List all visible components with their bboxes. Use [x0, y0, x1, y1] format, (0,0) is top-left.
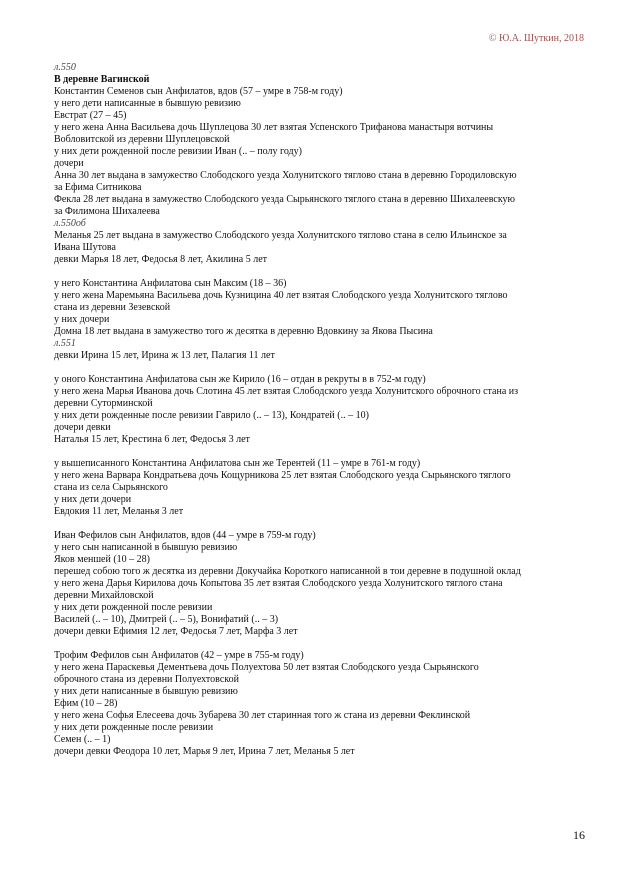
- page-number: 16: [573, 828, 585, 842]
- section-heading: В деревне Вагинской: [54, 74, 150, 85]
- text-line: Ивана Шутова: [54, 242, 116, 253]
- text-line: деревни Суторминской: [54, 398, 153, 409]
- text-line: Константин Семенов сын Анфилатов, вдов (57 – умре в 758-м году): [54, 86, 343, 97]
- text-line: у него жена Дарья Кирилова дочь Копытова 35 лет взятая Слободского уезда Холунитского тяглого стана: [54, 578, 503, 589]
- text-line: за Филимона Шихалеева: [54, 206, 160, 217]
- paragraph-gap: [54, 446, 594, 458]
- text-line: за Ефима Ситникова: [54, 182, 142, 193]
- copyright-notice: © Ю.А. Шуткин, 2018: [488, 33, 584, 44]
- text-line: у него жена Софья Елесеева дочь Зубарева 30 лет старинная того ж стана из деревни Феклинской: [54, 710, 471, 721]
- text-line: Трофим Фефилов сын Анфилатов (42 – умре в 755-м году): [54, 650, 304, 661]
- text-line: перешед собою того ж десятка из деревни Докучайка Короткого написанной в тои деревне в подушной оклад: [54, 566, 521, 577]
- text-line: девки Ирина 15 лет, Ирина ж 13 лет, Палагия 11 лет: [54, 350, 275, 361]
- text-line: Семен (.. – 1): [54, 734, 111, 745]
- text-line: у них дети рожденные после ревизии: [54, 722, 214, 733]
- text-line: у него жена Параскевья Дементьева дочь Полуехтова 50 лет взятая Слободского уезда Сырьянского: [54, 662, 479, 673]
- text-line: у него жена Маремьяна Васильева дочь Кузницина 40 лет взятая Слободского уезда Холунитского тяглово: [54, 290, 508, 301]
- paragraph-gap: [54, 518, 594, 530]
- text-line: у него Константина Анфилатова сын Максим (18 – 36): [54, 278, 287, 289]
- text-line: у них дети рожденные после ревизии Гаврило (.. – 13), Кондратей (.. – 10): [54, 410, 369, 421]
- text-line: у них дочери: [54, 314, 110, 325]
- text-line: деревни Михайловской: [54, 590, 154, 601]
- text-line: дочери девки: [54, 422, 111, 433]
- folio-reference: л.550: [54, 62, 76, 73]
- text-line: Евстрат (27 – 45): [54, 110, 127, 121]
- text-line: Анна 30 лет выдана в замужество Слободского уезда Холунитского тяглово стана в деревню Городиловскую: [54, 170, 517, 181]
- text-line: Наталья 15 лет, Крестина 6 лет, Федосья 3 лет: [54, 434, 250, 445]
- folio-reference: л.551: [54, 338, 76, 349]
- text-line: Иван Фефилов сын Анфилатов, вдов (44 – умре в 759-м году): [54, 530, 316, 541]
- text-line: у него жена Анна Васильева дочь Шуплецова 30 лет взятая Успенского Трифанова манастыря вотчины: [54, 122, 494, 133]
- text-line: дочери: [54, 158, 84, 169]
- text-line: Вобловитской из деревни Шуплецовской: [54, 134, 230, 145]
- folio-reference: л.550об: [54, 218, 86, 229]
- text-line: Ефим (10 – 28): [54, 698, 118, 709]
- text-line: Домна 18 лет выдана в замужество того ж десятка в деревню Вдовкину за Якова Пысина: [54, 326, 433, 337]
- text-line: Яков меншей (10 – 28): [54, 554, 151, 565]
- text-line: Василей (.. – 10), Дмитрей (.. – 5), Вонифатий (.. – 3): [54, 614, 279, 625]
- paragraph-gap: [54, 362, 594, 374]
- text-line: Евдокия 11 лет, Меланья 3 лет: [54, 506, 184, 517]
- paragraph-gap: [54, 638, 594, 650]
- text-line: стана из деревни Зезевской: [54, 302, 171, 313]
- text-line: у них дети рожденной после ревизии: [54, 602, 213, 613]
- text-line: Меланья 25 лет выдана в замужество Слободского уезда Холунитского тяглово стана в селю Ильинское за: [54, 230, 507, 241]
- text-line: у вышеписанного Константина Анфилатова сын же Терентей (11 – умре в 761-м году): [54, 458, 421, 469]
- paragraph-gap: [54, 266, 594, 278]
- text-line: у оного Константина Анфилатова сын же Кирило (16 – отдан в рекруты в в 752-м году): [54, 374, 426, 385]
- text-line: у них дети дочери: [54, 494, 132, 505]
- text-line: оброчного стана из деревни Полуехтовской: [54, 674, 239, 685]
- text-line: у него жена Варвара Кондратьева дочь Кощурникова 25 лет взятая Слободского уезда Сырьянского тяглого: [54, 470, 511, 481]
- text-line: у него сын написанной в бывшую ревизию: [54, 542, 238, 553]
- text-line: у него жена Марья Иванова дочь Слотина 45 лет взятая Слободского уезда Холунитского оброчного стана из: [54, 386, 519, 397]
- text-line: Фекла 28 лет выдана в замужество Слободского уезда Сырьянского тяглого стана в деревню Шихалеевскую: [54, 194, 516, 205]
- text-line: девки Марья 18 лет, Федосья 8 лет, Акилина 5 лет: [54, 254, 268, 265]
- text-line: у них дети написанные в бывшую ревизию: [54, 686, 238, 697]
- text-line: у них дети рожденной после ревизии Иван (.. – полу году): [54, 146, 302, 157]
- text-line: у него дети написанные в бывшую ревизию: [54, 98, 241, 109]
- text-line: дочери девки Феодора 10 лет, Марья 9 лет, Ирина 7 лет, Меланья 5 лет: [54, 746, 355, 757]
- document-body: [54, 62, 594, 758]
- text-line: дочери девки Ефимия 12 лет, Федосья 7 лет, Марфа 3 лет: [54, 626, 298, 637]
- text-line: стана из села Сырьянского: [54, 482, 168, 493]
